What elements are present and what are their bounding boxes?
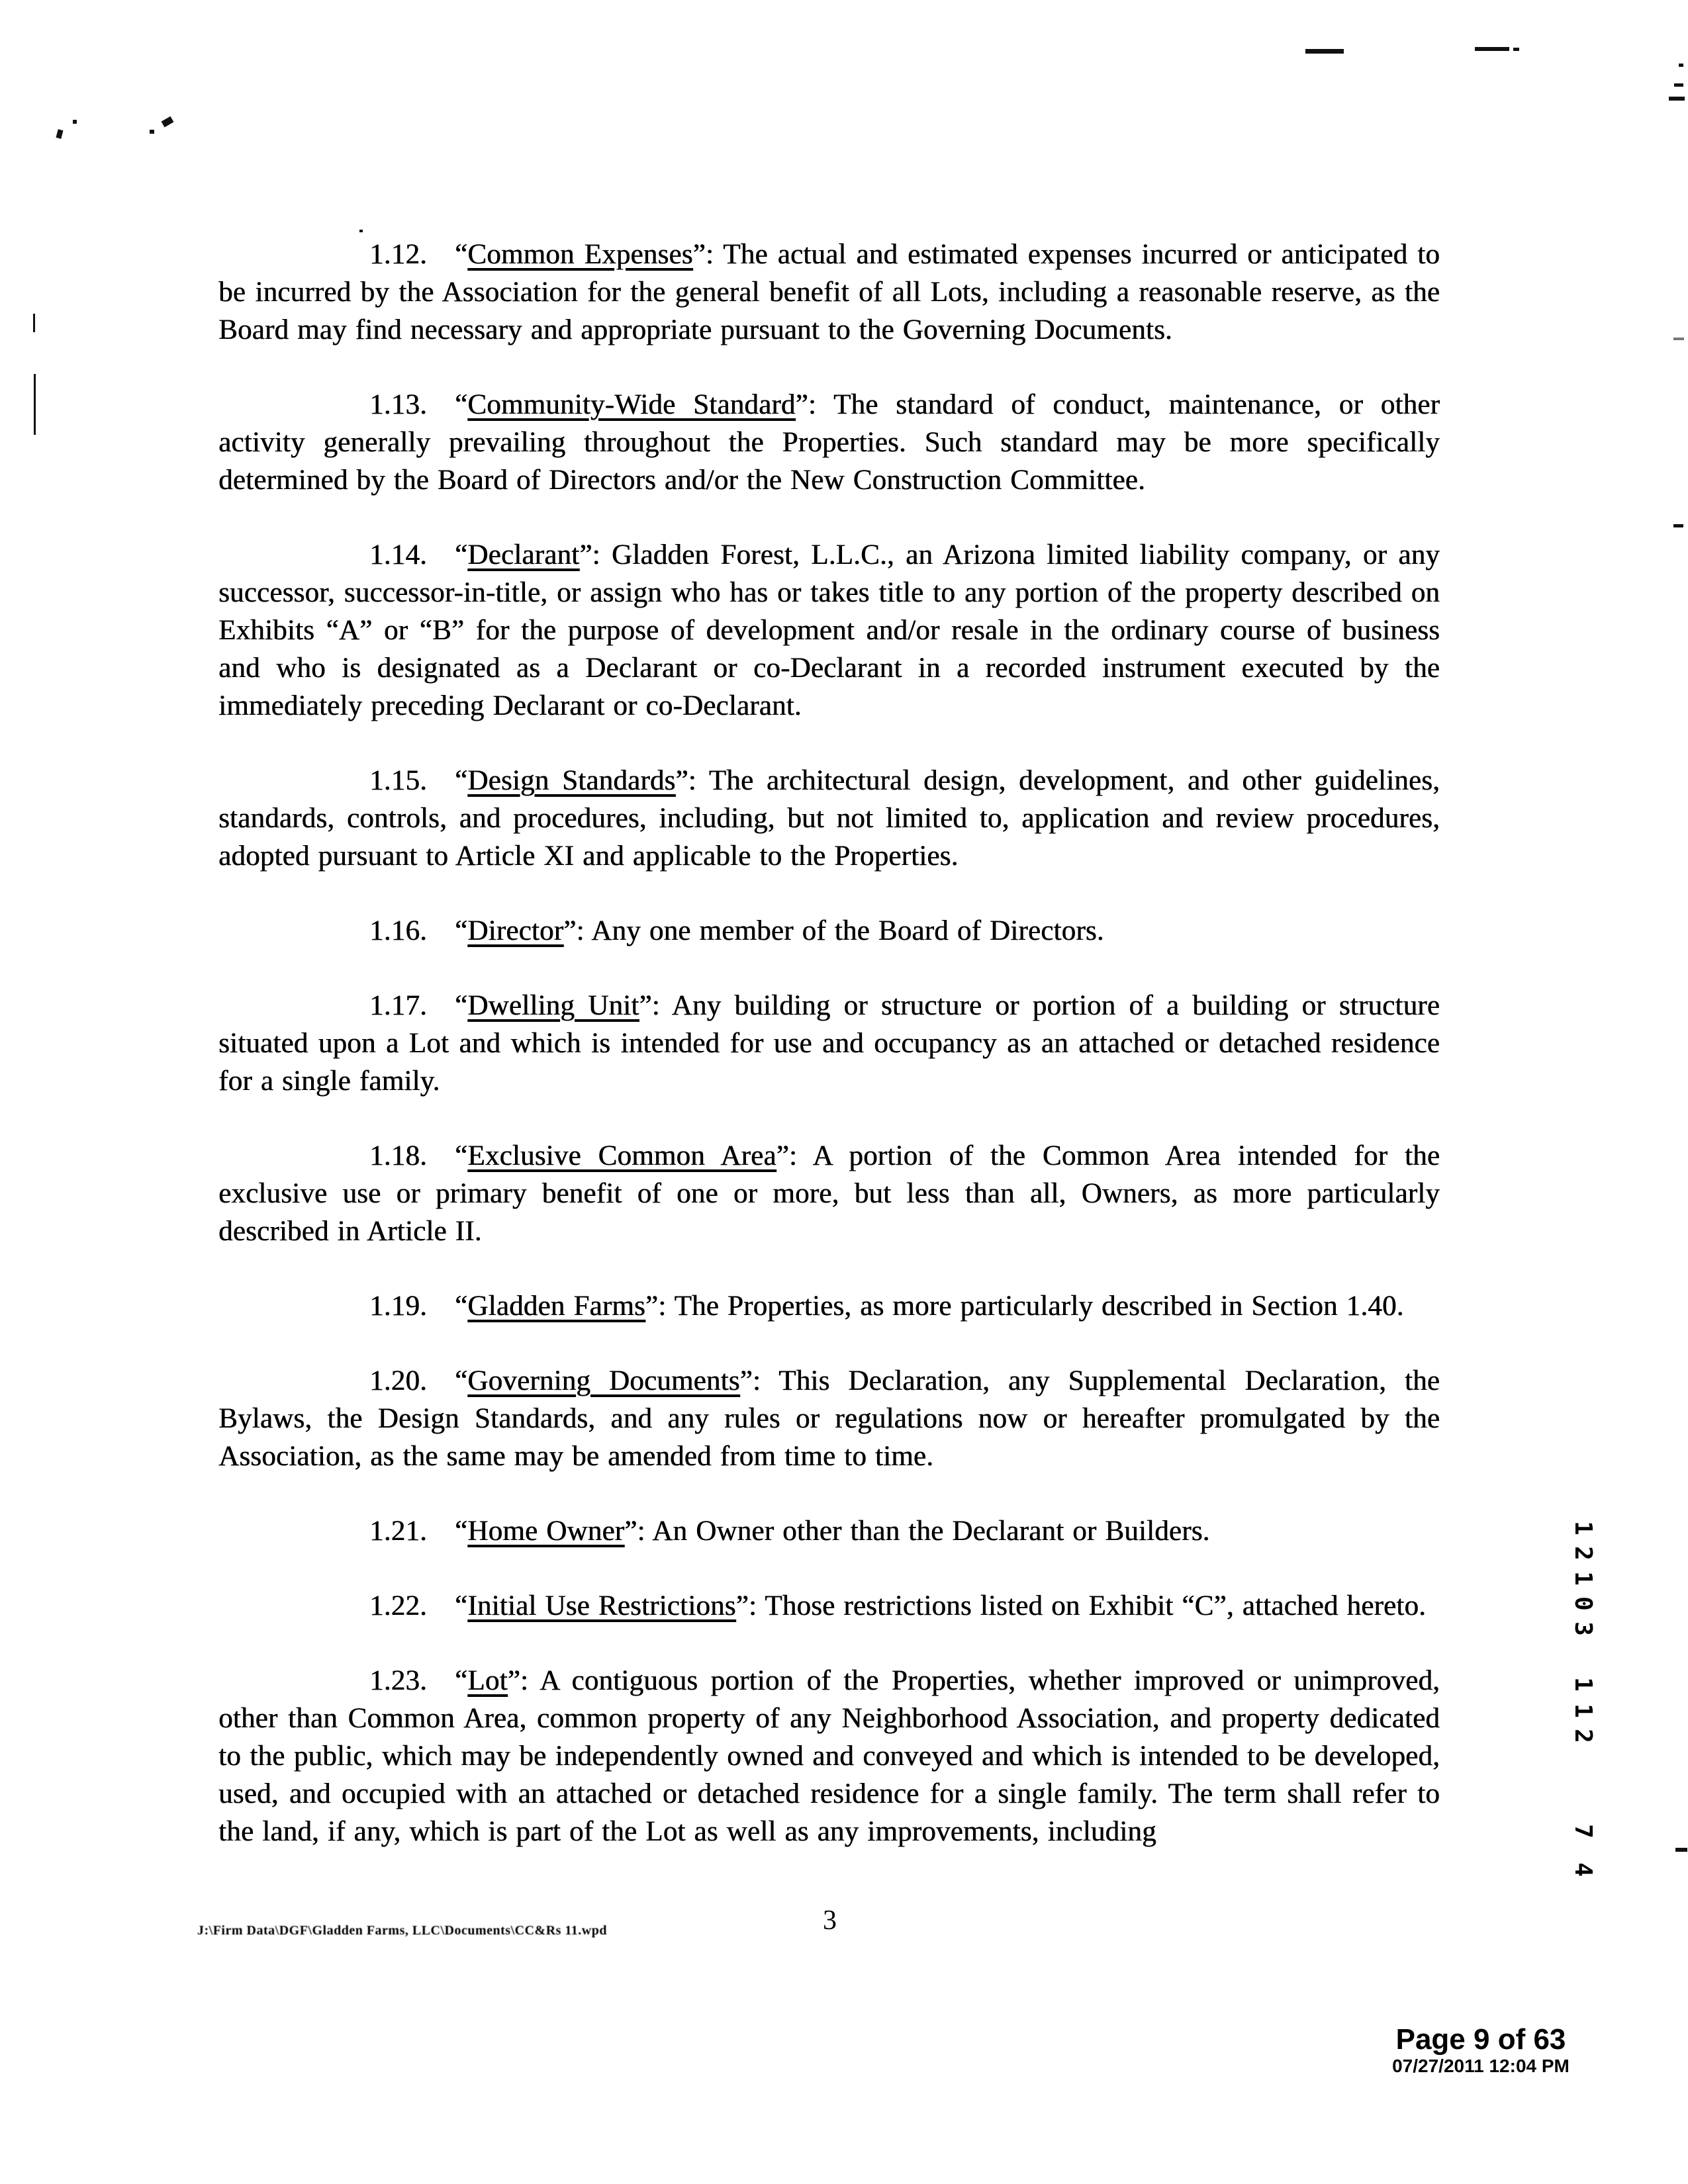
stamp-digit: 1 (1570, 1677, 1597, 1692)
scan-artifact-dash (1673, 338, 1684, 340)
scan-artifact-dot (73, 120, 77, 124)
section-body: : Gladden Forest, L.L.C., an Arizona limited liability company, or any successor, successor-in-title, or assign who has or takes title to any portion of the property described on Exhibits “A” or “B” for the purpose of development and/or resale in the ordinary course of business and who is designated as a Declarant or co-Declarant in a recorded instrument executed by the immediately preceding Declarant or co-Declarant. (218, 539, 1440, 721)
scan-artifact-line (33, 314, 35, 332)
open-quote: “ (455, 1590, 468, 1621)
section-1-15 (218, 762, 1440, 875)
scan-artifact-dash (1673, 524, 1683, 527)
open-quote: “ (455, 539, 468, 570)
open-quote: “ (455, 765, 468, 796)
section-1-18 (218, 1137, 1440, 1250)
scan-artifact-line (34, 374, 36, 435)
section-body: : Those restrictions listed on Exhibit “C”, attached hereto. (748, 1590, 1427, 1621)
scan-artifact-dot (359, 230, 363, 232)
section-body: : The actual and estimated expenses incurred or anticipated to be incurred by the Association for the general benefit of all Lots, including a reasonable reserve, as the Board may find necessary and appropriate pursuant to the Governing Documents. (218, 239, 1440, 345)
stamp-digit: 7 (1570, 1824, 1597, 1839)
defined-term: Common Expenses (467, 239, 693, 270)
open-quote: “ (455, 915, 468, 946)
section-number: 1.18. (369, 1140, 427, 1171)
open-quote: “ (455, 389, 468, 420)
close-quote: ” (507, 1665, 520, 1696)
scan-artifact-tick (1513, 48, 1519, 51)
stamp-digit: 1 (1570, 1571, 1597, 1586)
section-body: : The architectural design, development, and other guidelines, standards, controls, and procedures, including, but not limited to, application and review procedures, adopted pursuant to Article XI and applicable to the Properties. (218, 765, 1440, 872)
section-body: : An Owner other than the Declarant or Builders. (637, 1516, 1210, 1547)
defined-term: Dwelling Unit (467, 990, 639, 1021)
defined-term: Gladden Farms (467, 1291, 645, 1322)
section-1-17 (218, 987, 1440, 1100)
scan-artifact-dash (1674, 83, 1683, 87)
scan-artifact-dash (1475, 47, 1509, 51)
section-1-20 (218, 1362, 1440, 1475)
section-number: 1.15. (369, 765, 427, 796)
section-1-22 (218, 1587, 1440, 1625)
section-body: : A portion of the Common Area intended for the exclusive use or primary benefit of one or more, but less than all, Owners, as more particularly described in Article II. (218, 1140, 1440, 1247)
open-quote: “ (455, 239, 468, 270)
defined-term: Design Standards (467, 765, 676, 796)
stamp-digit: 2 (1570, 1729, 1597, 1743)
stamp-digit: 1 (1570, 1704, 1597, 1718)
close-quote: ” (563, 915, 577, 946)
open-quote: “ (455, 990, 468, 1021)
open-quote: “ (455, 1365, 468, 1396)
section-body: : Any building or structure or portion of a building or structure situated upon a Lot and which is intended for use and occupancy as an attached or detached residence for a single family. (218, 990, 1440, 1097)
scan-artifact-dash (1669, 97, 1685, 101)
section-number: 1.17. (369, 990, 427, 1021)
section-body: : The Properties, as more particularly described in Section 1.40. (658, 1291, 1404, 1322)
section-number: 1.20. (369, 1365, 427, 1396)
stamp-digit: 1 (1570, 1521, 1597, 1535)
print-stamp (1385, 2024, 1577, 2077)
scan-artifact-dash (1305, 49, 1344, 54)
section-number: 1.23. (369, 1665, 427, 1696)
close-quote: ” (645, 1291, 659, 1322)
close-quote: ” (639, 990, 652, 1021)
scan-artifact-speck (162, 116, 174, 128)
section-number: 1.14. (369, 539, 427, 570)
section-number: 1.21. (369, 1516, 427, 1547)
close-quote: ” (739, 1365, 753, 1396)
defined-term: Exclusive Common Area (467, 1140, 776, 1171)
section-body: : Any one member of the Board of Directors. (576, 915, 1104, 946)
close-quote: ” (692, 239, 706, 270)
open-quote: “ (455, 1665, 468, 1696)
section-body: : A contiguous portion of the Properties, whether improved or unimproved, other than Common Area, common property of any Neighborhood Association, and property dedicated to the public, which may be independently owned and conveyed and which is intended to be developed, used, and occupied with an attached or detached residence for a single family. The term shall refer to the land, if any, which is part of the Lot as well as any improvements, including (218, 1665, 1440, 1847)
section-number: 1.13. (369, 389, 427, 420)
close-quote: ” (776, 1140, 789, 1171)
stamp-digit: 4 (1570, 1862, 1597, 1877)
print-stamp-page-label: Page 9 of 63 (1395, 2023, 1566, 2056)
scan-artifact-dot (1679, 64, 1683, 67)
close-quote: ” (795, 389, 808, 420)
section-number: 1.19. (369, 1291, 427, 1322)
section-1-19 (218, 1287, 1440, 1325)
section-1-14 (218, 536, 1440, 725)
close-quote: ” (735, 1590, 749, 1621)
section-1-12 (218, 236, 1440, 349)
defined-term: Director (467, 915, 564, 946)
footer-file-path: J:\Firm Data\DGF\Gladden Farms, LLC\Documents\CC&Rs 11.wpd (197, 1923, 607, 1938)
scan-artifact-speck (56, 129, 63, 139)
stamp-digit: 3 (1570, 1621, 1597, 1636)
scan-artifact-dot (150, 130, 154, 134)
close-quote: ” (675, 765, 688, 796)
section-number: 1.22. (369, 1590, 427, 1621)
stamp-digit: 2 (1570, 1546, 1597, 1561)
stamp-digit: 0 (1570, 1596, 1597, 1611)
scan-artifact-dash (1675, 1848, 1687, 1852)
print-stamp-timestamp: 07/27/2011 12:04 PM (1392, 2056, 1570, 2076)
defined-term: Community-Wide Standard (467, 389, 796, 420)
section-1-16 (218, 912, 1440, 950)
open-quote: “ (455, 1291, 468, 1322)
section-number: 1.16. (369, 915, 427, 946)
defined-term: Declarant (467, 539, 580, 570)
defined-term: Governing Documents (467, 1365, 740, 1396)
section-body: : This Declaration, any Supplemental Declaration, the Bylaws, the Design Standards, and any rules or regulations now or hereafter promulgated by the Association, as the same may be amended from time to time. (218, 1365, 1440, 1472)
close-quote: ” (579, 539, 592, 570)
defined-term: Initial Use Restrictions (467, 1590, 736, 1621)
open-quote: “ (455, 1516, 468, 1547)
definitions-text-block (218, 236, 1440, 1888)
page-number: 3 (823, 1905, 837, 1936)
section-body: : The standard of conduct, maintenance, or other activity generally prevailing throughout the Properties. Such standard may be more specifically determined by the Board of Directors and/or the New Construction Committee. (218, 389, 1440, 496)
open-quote: “ (455, 1140, 468, 1171)
section-1-23 (218, 1662, 1440, 1850)
section-1-21 (218, 1512, 1440, 1550)
section-number: 1.12. (369, 239, 427, 270)
defined-term: Home Owner (467, 1516, 625, 1547)
close-quote: ” (624, 1516, 637, 1547)
defined-term: Lot (467, 1665, 508, 1696)
section-1-13 (218, 386, 1440, 499)
